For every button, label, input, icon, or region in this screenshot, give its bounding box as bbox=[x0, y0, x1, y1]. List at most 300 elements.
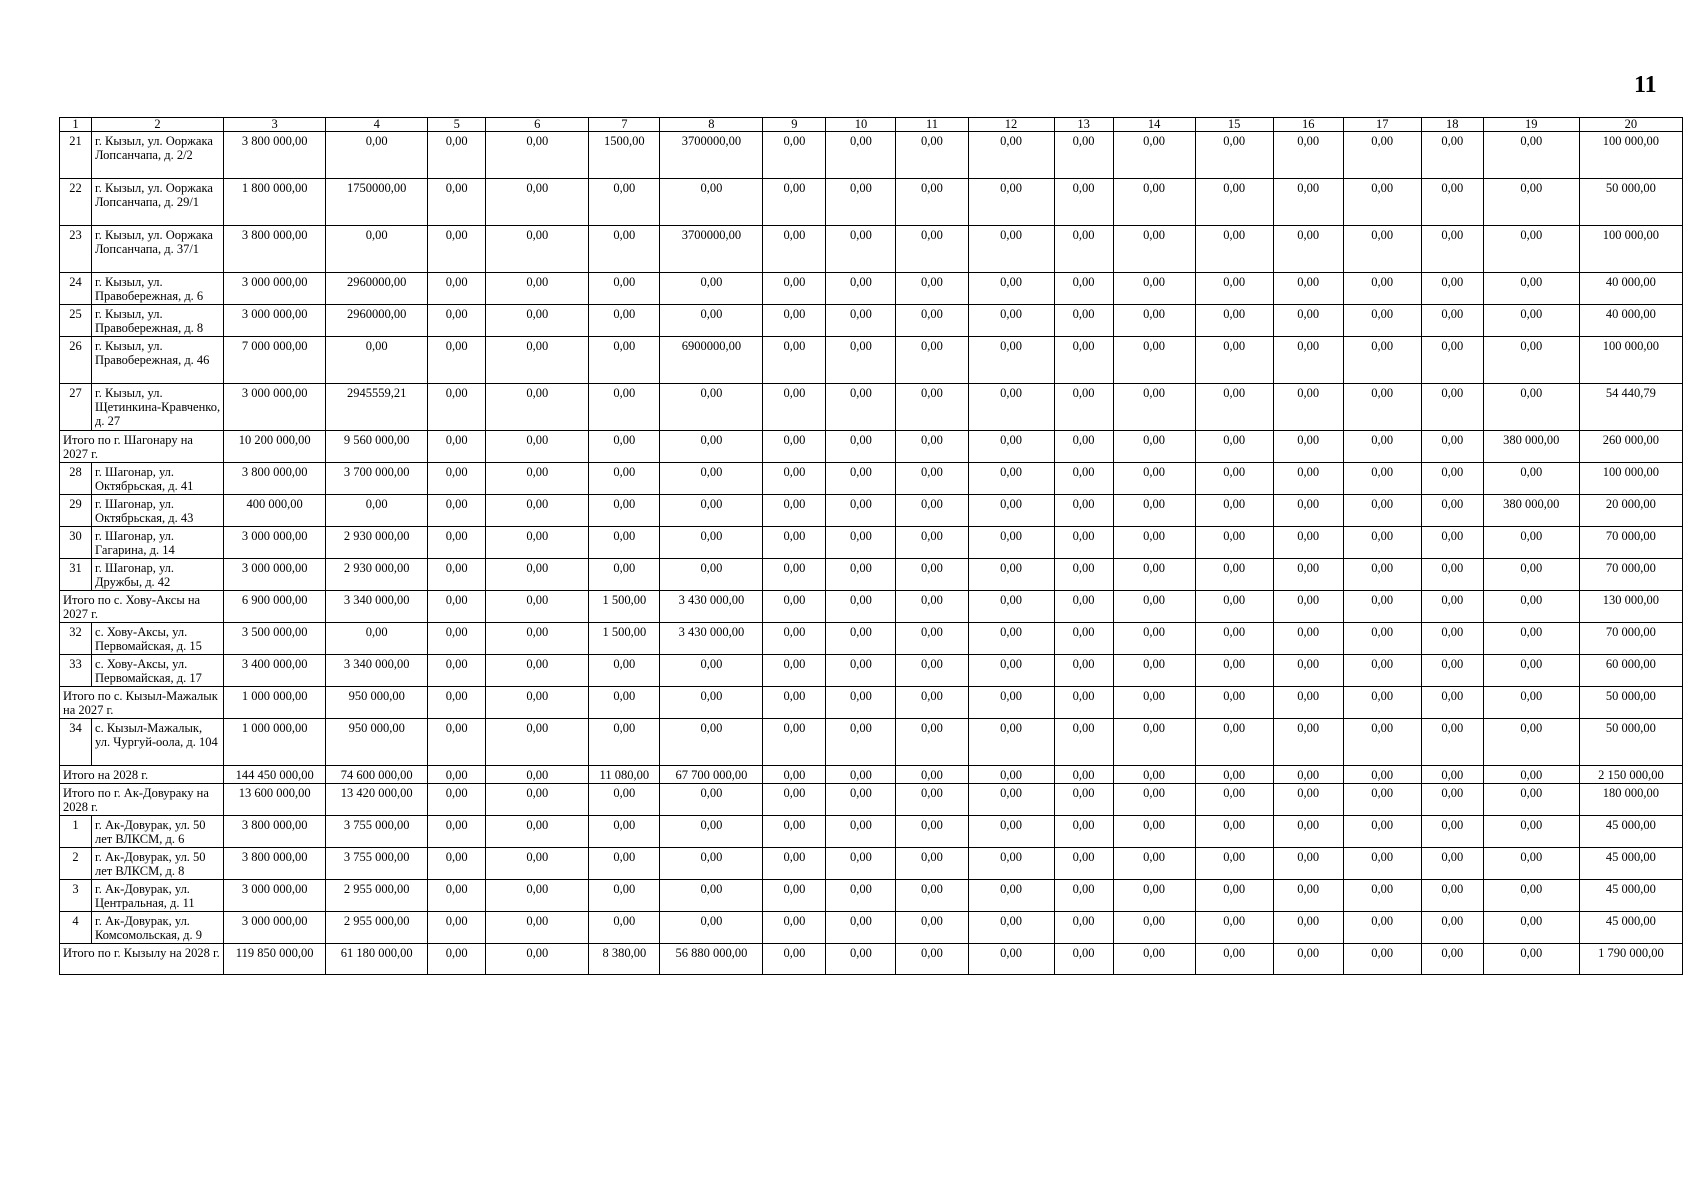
value-cell: 0,00 bbox=[486, 848, 589, 880]
value-cell: 0,00 bbox=[1343, 816, 1421, 848]
value-cell: 0,00 bbox=[826, 766, 896, 784]
value-cell: 0,00 bbox=[896, 816, 968, 848]
value-cell: 0,00 bbox=[763, 944, 826, 975]
value-cell: 54 440,79 bbox=[1579, 384, 1682, 431]
value-cell: 0,00 bbox=[486, 527, 589, 559]
value-cell: 0,00 bbox=[968, 559, 1054, 591]
value-cell: 0,00 bbox=[968, 337, 1054, 384]
row-number: 27 bbox=[60, 384, 92, 431]
value-cell: 0,00 bbox=[486, 880, 589, 912]
value-cell: 0,00 bbox=[763, 305, 826, 337]
value-cell: 0,00 bbox=[1421, 179, 1483, 226]
table-row bbox=[60, 495, 1683, 527]
value-cell: 0,00 bbox=[1273, 591, 1343, 623]
value-cell: 7 000 000,00 bbox=[224, 337, 326, 384]
value-cell: 0,00 bbox=[1195, 179, 1273, 226]
value-cell: 0,00 bbox=[826, 784, 896, 816]
value-cell: 0,00 bbox=[1343, 655, 1421, 687]
value-cell: 0,00 bbox=[660, 816, 763, 848]
value-cell: 45 000,00 bbox=[1579, 848, 1682, 880]
value-cell: 10 200 000,00 bbox=[224, 431, 326, 463]
value-cell: 0,00 bbox=[1421, 591, 1483, 623]
value-cell: 0,00 bbox=[896, 559, 968, 591]
row-number: 3 bbox=[60, 880, 92, 912]
value-cell: 0,00 bbox=[1421, 273, 1483, 305]
value-cell: 0,00 bbox=[1054, 880, 1113, 912]
value-cell: 2 150 000,00 bbox=[1579, 766, 1682, 784]
value-cell: 0,00 bbox=[486, 559, 589, 591]
value-cell: 0,00 bbox=[1054, 944, 1113, 975]
value-cell: 0,00 bbox=[1273, 495, 1343, 527]
value-cell: 8 380,00 bbox=[589, 944, 660, 975]
value-cell: 0,00 bbox=[428, 591, 486, 623]
value-cell: 0,00 bbox=[1195, 431, 1273, 463]
value-cell: 0,00 bbox=[968, 384, 1054, 431]
value-cell: 0,00 bbox=[896, 848, 968, 880]
value-cell: 0,00 bbox=[1421, 655, 1483, 687]
value-cell: 144 450 000,00 bbox=[224, 766, 326, 784]
row-number: 24 bbox=[60, 273, 92, 305]
value-cell: 3 000 000,00 bbox=[224, 384, 326, 431]
value-cell: 0,00 bbox=[660, 463, 763, 495]
value-cell: 0,00 bbox=[428, 880, 486, 912]
row-number: 22 bbox=[60, 179, 92, 226]
value-cell: 0,00 bbox=[763, 880, 826, 912]
value-cell: 0,00 bbox=[1195, 463, 1273, 495]
value-cell: 0,00 bbox=[896, 463, 968, 495]
total-row bbox=[60, 431, 1683, 463]
value-cell: 0,00 bbox=[1273, 623, 1343, 655]
value-cell: 0,00 bbox=[1483, 880, 1579, 912]
value-cell: 0,00 bbox=[589, 179, 660, 226]
value-cell: 0,00 bbox=[428, 623, 486, 655]
value-cell: 0,00 bbox=[896, 766, 968, 784]
value-cell: 0,00 bbox=[1421, 816, 1483, 848]
value-cell: 0,00 bbox=[1113, 559, 1195, 591]
value-cell: 0,00 bbox=[1113, 273, 1195, 305]
address-cell: г. Кызыл, ул. Ооржака Лопсанчапа, д. 37/1 bbox=[92, 226, 224, 273]
value-cell: 61 180 000,00 bbox=[326, 944, 428, 975]
value-cell: 0,00 bbox=[1343, 273, 1421, 305]
value-cell: 0,00 bbox=[1343, 623, 1421, 655]
value-cell: 0,00 bbox=[1054, 226, 1113, 273]
address-cell: г. Ак-Довурак, ул. 50 лет ВЛКСМ, д. 8 bbox=[92, 848, 224, 880]
value-cell: 0,00 bbox=[1195, 384, 1273, 431]
row-number: 25 bbox=[60, 305, 92, 337]
value-cell: 0,00 bbox=[486, 591, 589, 623]
value-cell: 40 000,00 bbox=[1579, 305, 1682, 337]
table-row bbox=[60, 527, 1683, 559]
value-cell: 119 850 000,00 bbox=[224, 944, 326, 975]
value-cell: 0,00 bbox=[1054, 766, 1113, 784]
value-cell: 0,00 bbox=[589, 226, 660, 273]
value-cell: 0,00 bbox=[1195, 880, 1273, 912]
value-cell: 0,00 bbox=[763, 816, 826, 848]
value-cell: 1 000 000,00 bbox=[224, 687, 326, 719]
value-cell: 0,00 bbox=[1343, 719, 1421, 766]
value-cell: 0,00 bbox=[660, 880, 763, 912]
value-cell: 0,00 bbox=[1195, 687, 1273, 719]
value-cell: 0,00 bbox=[428, 463, 486, 495]
value-cell: 0,00 bbox=[1273, 527, 1343, 559]
value-cell: 0,00 bbox=[1421, 719, 1483, 766]
value-cell: 6 900 000,00 bbox=[224, 591, 326, 623]
address-cell: г. Шагонар, ул. Дружбы, д. 42 bbox=[92, 559, 224, 591]
value-cell: 0,00 bbox=[428, 273, 486, 305]
value-cell: 0,00 bbox=[826, 719, 896, 766]
value-cell: 0,00 bbox=[1054, 305, 1113, 337]
value-cell: 1750000,00 bbox=[326, 179, 428, 226]
value-cell: 0,00 bbox=[1113, 687, 1195, 719]
column-header: 5 bbox=[428, 118, 486, 132]
value-cell: 0,00 bbox=[1483, 305, 1579, 337]
value-cell: 0,00 bbox=[896, 384, 968, 431]
value-cell: 0,00 bbox=[763, 495, 826, 527]
value-cell: 0,00 bbox=[589, 337, 660, 384]
column-header: 16 bbox=[1273, 118, 1343, 132]
value-cell: 0,00 bbox=[1113, 179, 1195, 226]
value-cell: 0,00 bbox=[660, 912, 763, 944]
value-cell: 0,00 bbox=[896, 880, 968, 912]
value-cell: 0,00 bbox=[1054, 623, 1113, 655]
value-cell: 400 000,00 bbox=[224, 495, 326, 527]
value-cell: 2 955 000,00 bbox=[326, 880, 428, 912]
value-cell: 0,00 bbox=[1343, 431, 1421, 463]
value-cell: 0,00 bbox=[896, 623, 968, 655]
value-cell: 0,00 bbox=[1273, 719, 1343, 766]
value-cell: 0,00 bbox=[1343, 463, 1421, 495]
value-cell: 0,00 bbox=[1483, 687, 1579, 719]
value-cell: 0,00 bbox=[896, 431, 968, 463]
total-row bbox=[60, 591, 1683, 623]
value-cell: 3 340 000,00 bbox=[326, 655, 428, 687]
value-cell: 0,00 bbox=[486, 623, 589, 655]
value-cell: 70 000,00 bbox=[1579, 559, 1682, 591]
value-cell: 0,00 bbox=[1113, 912, 1195, 944]
table-row bbox=[60, 179, 1683, 226]
value-cell: 950 000,00 bbox=[326, 687, 428, 719]
value-cell: 0,00 bbox=[1273, 944, 1343, 975]
value-cell: 0,00 bbox=[896, 273, 968, 305]
value-cell: 0,00 bbox=[1421, 337, 1483, 384]
value-cell: 0,00 bbox=[763, 337, 826, 384]
value-cell: 0,00 bbox=[1483, 912, 1579, 944]
value-cell: 0,00 bbox=[826, 848, 896, 880]
value-cell: 2960000,00 bbox=[326, 273, 428, 305]
value-cell: 0,00 bbox=[968, 273, 1054, 305]
table-row bbox=[60, 912, 1683, 944]
value-cell: 0,00 bbox=[1273, 816, 1343, 848]
value-cell: 2 955 000,00 bbox=[326, 912, 428, 944]
value-cell: 0,00 bbox=[1483, 273, 1579, 305]
value-cell: 3 800 000,00 bbox=[224, 463, 326, 495]
value-cell: 0,00 bbox=[1273, 687, 1343, 719]
total-label: Итого на 2028 г. bbox=[60, 766, 224, 784]
value-cell: 0,00 bbox=[763, 655, 826, 687]
value-cell: 0,00 bbox=[1054, 816, 1113, 848]
value-cell: 0,00 bbox=[1113, 816, 1195, 848]
value-cell: 0,00 bbox=[968, 623, 1054, 655]
value-cell: 3 000 000,00 bbox=[224, 912, 326, 944]
value-cell: 0,00 bbox=[1421, 623, 1483, 655]
value-cell: 45 000,00 bbox=[1579, 880, 1682, 912]
value-cell: 0,00 bbox=[428, 495, 486, 527]
value-cell: 0,00 bbox=[589, 912, 660, 944]
value-cell: 0,00 bbox=[968, 132, 1054, 179]
value-cell: 0,00 bbox=[1343, 495, 1421, 527]
value-cell: 0,00 bbox=[1483, 179, 1579, 226]
value-cell: 100 000,00 bbox=[1579, 337, 1682, 384]
value-cell: 0,00 bbox=[660, 527, 763, 559]
column-header: 15 bbox=[1195, 118, 1273, 132]
value-cell: 0,00 bbox=[763, 226, 826, 273]
value-cell: 0,00 bbox=[1343, 766, 1421, 784]
value-cell: 0,00 bbox=[763, 463, 826, 495]
value-cell: 0,00 bbox=[763, 132, 826, 179]
value-cell: 0,00 bbox=[1054, 384, 1113, 431]
column-header: 9 bbox=[763, 118, 826, 132]
value-cell: 3 000 000,00 bbox=[224, 273, 326, 305]
value-cell: 0,00 bbox=[826, 880, 896, 912]
value-cell: 3 430 000,00 bbox=[660, 623, 763, 655]
value-cell: 0,00 bbox=[1195, 273, 1273, 305]
value-cell: 0,00 bbox=[826, 623, 896, 655]
value-cell: 0,00 bbox=[1113, 766, 1195, 784]
value-cell: 3 000 000,00 bbox=[224, 305, 326, 337]
value-cell: 0,00 bbox=[486, 719, 589, 766]
column-header: 12 bbox=[968, 118, 1054, 132]
value-cell: 0,00 bbox=[1343, 912, 1421, 944]
total-row bbox=[60, 687, 1683, 719]
value-cell: 0,00 bbox=[1113, 944, 1195, 975]
value-cell: 1 000 000,00 bbox=[224, 719, 326, 766]
table-row bbox=[60, 226, 1683, 273]
value-cell: 0,00 bbox=[826, 384, 896, 431]
table-row bbox=[60, 816, 1683, 848]
value-cell: 0,00 bbox=[428, 719, 486, 766]
value-cell: 0,00 bbox=[589, 848, 660, 880]
value-cell: 0,00 bbox=[896, 305, 968, 337]
value-cell: 0,00 bbox=[763, 719, 826, 766]
value-cell: 0,00 bbox=[826, 305, 896, 337]
address-cell: г. Кызыл, ул. Щетинкина-Кравченко, д. 27 bbox=[92, 384, 224, 431]
value-cell: 0,00 bbox=[1113, 431, 1195, 463]
value-cell: 100 000,00 bbox=[1579, 226, 1682, 273]
value-cell: 0,00 bbox=[1483, 132, 1579, 179]
value-cell: 0,00 bbox=[428, 384, 486, 431]
value-cell: 1500,00 bbox=[589, 132, 660, 179]
total-label: Итого по г. Шагонару на 2027 г. bbox=[60, 431, 224, 463]
value-cell: 0,00 bbox=[1483, 337, 1579, 384]
value-cell: 0,00 bbox=[428, 766, 486, 784]
value-cell: 0,00 bbox=[763, 848, 826, 880]
value-cell: 0,00 bbox=[1483, 655, 1579, 687]
value-cell: 0,00 bbox=[1195, 848, 1273, 880]
value-cell: 0,00 bbox=[660, 305, 763, 337]
value-cell: 0,00 bbox=[1483, 766, 1579, 784]
value-cell: 0,00 bbox=[660, 784, 763, 816]
value-cell: 70 000,00 bbox=[1579, 527, 1682, 559]
value-cell: 0,00 bbox=[1195, 337, 1273, 384]
value-cell: 0,00 bbox=[428, 687, 486, 719]
address-cell: г. Ак-Довурак, ул. 50 лет ВЛКСМ, д. 6 bbox=[92, 816, 224, 848]
value-cell: 0,00 bbox=[486, 337, 589, 384]
value-cell: 0,00 bbox=[1273, 848, 1343, 880]
value-cell: 0,00 bbox=[428, 226, 486, 273]
value-cell: 0,00 bbox=[1421, 132, 1483, 179]
value-cell: 13 420 000,00 bbox=[326, 784, 428, 816]
value-cell: 3 400 000,00 bbox=[224, 655, 326, 687]
value-cell: 0,00 bbox=[1421, 687, 1483, 719]
column-header: 3 bbox=[224, 118, 326, 132]
value-cell: 0,00 bbox=[896, 337, 968, 384]
value-cell: 0,00 bbox=[1343, 337, 1421, 384]
value-cell: 0,00 bbox=[1195, 495, 1273, 527]
value-cell: 0,00 bbox=[1195, 944, 1273, 975]
value-cell: 50 000,00 bbox=[1579, 719, 1682, 766]
value-cell: 0,00 bbox=[1113, 463, 1195, 495]
value-cell: 0,00 bbox=[1273, 431, 1343, 463]
value-cell: 0,00 bbox=[1483, 848, 1579, 880]
value-cell: 0,00 bbox=[1054, 431, 1113, 463]
value-cell: 0,00 bbox=[896, 912, 968, 944]
table-row bbox=[60, 463, 1683, 495]
value-cell: 0,00 bbox=[1343, 559, 1421, 591]
value-cell: 0,00 bbox=[1273, 305, 1343, 337]
value-cell: 0,00 bbox=[1421, 784, 1483, 816]
value-cell: 0,00 bbox=[486, 687, 589, 719]
value-cell: 3 800 000,00 bbox=[224, 132, 326, 179]
value-cell: 0,00 bbox=[1343, 944, 1421, 975]
value-cell: 0,00 bbox=[589, 305, 660, 337]
value-cell: 0,00 bbox=[428, 431, 486, 463]
value-cell: 0,00 bbox=[1195, 784, 1273, 816]
value-cell: 0,00 bbox=[428, 559, 486, 591]
value-cell: 0,00 bbox=[1483, 944, 1579, 975]
address-cell: г. Шагонар, ул. Октябрьская, д. 43 bbox=[92, 495, 224, 527]
value-cell: 0,00 bbox=[1195, 766, 1273, 784]
value-cell: 0,00 bbox=[1113, 527, 1195, 559]
value-cell: 0,00 bbox=[1343, 784, 1421, 816]
value-cell: 0,00 bbox=[968, 655, 1054, 687]
value-cell: 0,00 bbox=[1113, 305, 1195, 337]
value-cell: 6900000,00 bbox=[660, 337, 763, 384]
value-cell: 0,00 bbox=[763, 431, 826, 463]
value-cell: 0,00 bbox=[968, 495, 1054, 527]
value-cell: 0,00 bbox=[763, 687, 826, 719]
value-cell: 0,00 bbox=[660, 495, 763, 527]
value-cell: 0,00 bbox=[1273, 179, 1343, 226]
budget-table bbox=[59, 117, 1683, 975]
value-cell: 0,00 bbox=[1273, 880, 1343, 912]
value-cell: 0,00 bbox=[968, 848, 1054, 880]
value-cell: 0,00 bbox=[326, 226, 428, 273]
value-cell: 0,00 bbox=[1421, 880, 1483, 912]
value-cell: 0,00 bbox=[968, 944, 1054, 975]
value-cell: 0,00 bbox=[589, 463, 660, 495]
value-cell: 0,00 bbox=[1195, 623, 1273, 655]
value-cell: 260 000,00 bbox=[1579, 431, 1682, 463]
total-label: Итого по с. Кызыл-Мажалык на 2027 г. bbox=[60, 687, 224, 719]
value-cell: 180 000,00 bbox=[1579, 784, 1682, 816]
value-cell: 0,00 bbox=[589, 880, 660, 912]
column-header: 2 bbox=[92, 118, 224, 132]
table-row bbox=[60, 132, 1683, 179]
value-cell: 0,00 bbox=[1421, 463, 1483, 495]
value-cell: 0,00 bbox=[1113, 495, 1195, 527]
value-cell: 0,00 bbox=[896, 495, 968, 527]
value-cell: 0,00 bbox=[968, 766, 1054, 784]
value-cell: 0,00 bbox=[1113, 591, 1195, 623]
value-cell: 0,00 bbox=[1273, 226, 1343, 273]
value-cell: 0,00 bbox=[326, 132, 428, 179]
value-cell: 100 000,00 bbox=[1579, 463, 1682, 495]
value-cell: 0,00 bbox=[1195, 912, 1273, 944]
value-cell: 0,00 bbox=[486, 784, 589, 816]
value-cell: 0,00 bbox=[763, 766, 826, 784]
value-cell: 0,00 bbox=[1483, 463, 1579, 495]
value-cell: 0,00 bbox=[1483, 719, 1579, 766]
value-cell: 0,00 bbox=[1421, 848, 1483, 880]
value-cell: 3 340 000,00 bbox=[326, 591, 428, 623]
value-cell: 0,00 bbox=[486, 766, 589, 784]
value-cell: 0,00 bbox=[1054, 527, 1113, 559]
value-cell: 0,00 bbox=[968, 719, 1054, 766]
value-cell: 0,00 bbox=[1054, 719, 1113, 766]
value-cell: 40 000,00 bbox=[1579, 273, 1682, 305]
value-cell: 0,00 bbox=[1483, 623, 1579, 655]
value-cell: 0,00 bbox=[1421, 431, 1483, 463]
value-cell: 1 790 000,00 bbox=[1579, 944, 1682, 975]
header-row bbox=[60, 118, 1683, 132]
value-cell: 0,00 bbox=[1195, 559, 1273, 591]
value-cell: 3 800 000,00 bbox=[224, 816, 326, 848]
total-label: Итого по с. Хову-Аксы на 2027 г. bbox=[60, 591, 224, 623]
value-cell: 0,00 bbox=[428, 179, 486, 226]
table-row bbox=[60, 719, 1683, 766]
value-cell: 0,00 bbox=[589, 384, 660, 431]
column-header: 19 bbox=[1483, 118, 1579, 132]
address-cell: г. Ак-Довурак, ул. Центральная, д. 11 bbox=[92, 880, 224, 912]
value-cell: 0,00 bbox=[428, 816, 486, 848]
value-cell: 0,00 bbox=[486, 384, 589, 431]
value-cell: 0,00 bbox=[826, 527, 896, 559]
table-row bbox=[60, 880, 1683, 912]
row-number: 21 bbox=[60, 132, 92, 179]
value-cell: 0,00 bbox=[826, 591, 896, 623]
value-cell: 0,00 bbox=[428, 784, 486, 816]
value-cell: 0,00 bbox=[1343, 179, 1421, 226]
value-cell: 0,00 bbox=[326, 337, 428, 384]
value-cell: 0,00 bbox=[1421, 226, 1483, 273]
value-cell: 0,00 bbox=[1343, 305, 1421, 337]
value-cell: 13 600 000,00 bbox=[224, 784, 326, 816]
value-cell: 0,00 bbox=[1113, 384, 1195, 431]
column-header: 7 bbox=[589, 118, 660, 132]
total-label: Итого по г. Кызылу на 2028 г. bbox=[60, 944, 224, 975]
value-cell: 0,00 bbox=[486, 273, 589, 305]
value-cell: 0,00 bbox=[1343, 687, 1421, 719]
value-cell: 0,00 bbox=[1113, 848, 1195, 880]
value-cell: 0,00 bbox=[896, 527, 968, 559]
value-cell: 0,00 bbox=[968, 179, 1054, 226]
value-cell: 0,00 bbox=[968, 816, 1054, 848]
value-cell: 0,00 bbox=[589, 655, 660, 687]
value-cell: 0,00 bbox=[486, 944, 589, 975]
value-cell: 0,00 bbox=[1483, 226, 1579, 273]
value-cell: 0,00 bbox=[1054, 463, 1113, 495]
value-cell: 0,00 bbox=[486, 132, 589, 179]
